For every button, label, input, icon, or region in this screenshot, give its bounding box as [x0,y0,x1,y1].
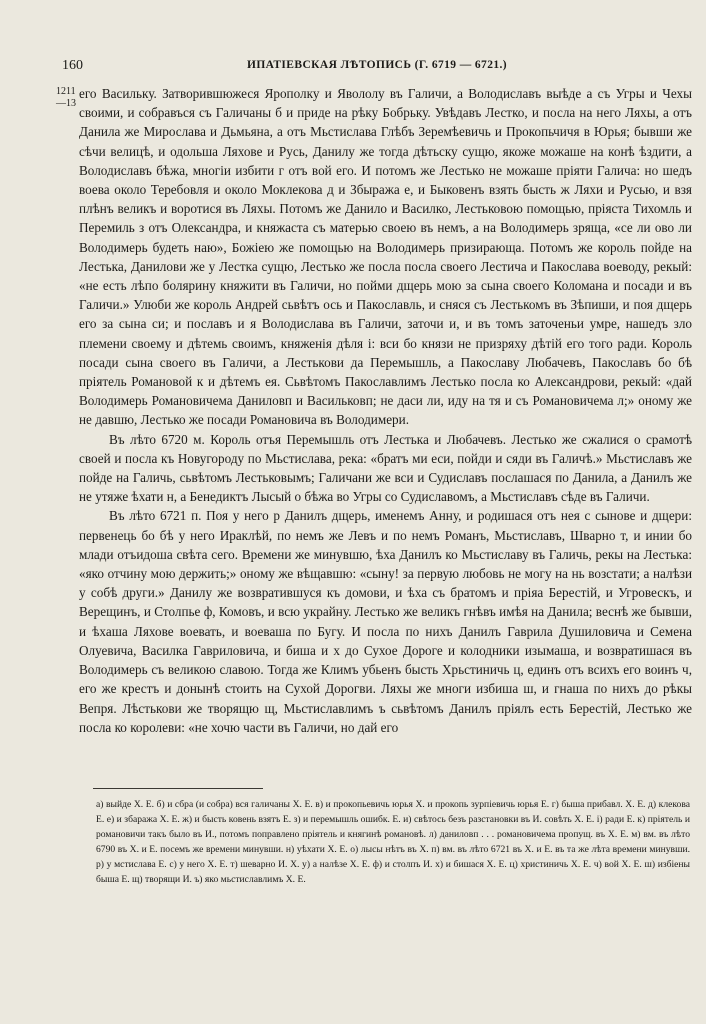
footnote-text: а) выйде Х. Е. б) и сбра (и собра) вся галичаны Х. Е. в) и прокопьевичь юрья Х. и прокопь зурпіевичь юрья Е. г) быша прибавл. Х. Е. д) клекова Е. е) и збаража Х. Е. ж) и бысть ковень взятъ Е. з) и перемышль ошибк. Е. и) свѣтось безъ разстановки въ И. совѣть Х. Е. і) ради Е. к) пріятель и романовичи такъ было въ И., потомъ поправлено пріятель и княгинѣ романовѣ. л) даниловп . . . романовичема пропущ. въ Х. Е. м) вм. въ лѣто 6790 въ Х. и Е. посемъ же времени минувши. н) уѣхати Х. Е. о) лысы нѣтъ въ Х. п) вм. въ лѣто 6721 въ Х. и Е. въ та же лѣта времени минувши. р) у мстислава Е. с) у него Х. Е. т) шеварно И. Х. у) а налѣзе Х. Е. ф) и столпъ И. х) и бишася Х. Е. ц) христиничь Х. Е. ч) вой Х. Е. ш) избіены быша Е. щ) творящи И. ъ) яко мьстиславлимъ Х. Е. [96,799,690,885]
paragraph: его Васильку. Затворившюжеся Ярополку и Явололу въ Галичи, а Володиславъ выѣде а съ Угры и Чехы своими, и собравъся съ Галичаны б и приде на рѣку Бобрьку. Увѣдавъ Лестко, и посла на него Ляхы, а отъ Данила же Мирослава и Дьмьяна, а отъ Мьстислава Глѣбъ Зеремѣевичь и Прокопьчичя в Юрья; бывши же сѣчи велицѣ, и одольша Ляхове и Русь, Данилу же тогда дѣтьску сущю, якоже можаше на конѣ ѣздити, а Володиславъ бѣжа, многіи избити г отъ вой его. И потомъ же Лестько не можаше пріяти Галича: но шедъ воева около Теребовля и около Моклекова д и Збыража е, и Быковенъ взять бысть ж Ляхи и Русью, и взя плѣнъ великъ и воротися въ Ляхы. Потомъ же Данило и Василко, Лестьковою помощью, пріяста Тихомль и Перемиль з отъ Олександра, и княжаста съ матерью своею въ немъ, а на Володимерь зряща, «се ли ово ли Володимерь будеть наю», Божіею же помощью на Володимерь призирающа. Потомъ же король пойде на Лестька, Данилови же у Лестка сущю, Лестько же посла посла своего Лестича и Пакослава воеводу, рекый: «не есть лѣпо болярину княжити въ Галичи, но пойми дщерь мою за сына своего Коломана и посади и въ Галичи.» Улюби же король Андрей сьвѣтъ ось и Пакославль, и сняся съ Лестькомъ въ Зѣпиши, и поя дщерь его за сына си; и пославъ и я Володислава въ Галичи, заточи и, и въ томъ заточеньи умре, нашедъ зло племени своему и дѣтемь своимъ, княженія дѣля і: вси бо князи не призряху дѣтій его того ради. Король посади сына своего въ Галичи, а Лестькови да Перемышль, а Пакославу Любачевъ, Пакославъ бо бѣ пріятель Романовой к и дѣтемъ ея. Сьвѣтомъ Пакославлимъ Лестько посла ко Александрови, рекый: «дай Володимерь Романовичема Даниловп и Васильковп; не даси ли, иду на тя и съ Романовичема л;» оному же не давшю, Лестько же посади Романовича въ Володимери. [79,86,692,428]
page-number: 160 [62,58,83,73]
paragraph: Въ лѣто 6720 м. Король отъя Перемышль отъ Лестька и Любачевъ. Лестько же сжалися о срамотѣ своей и посла къ Новугороду по Мьстислава, река: «братъ ми еси, пойди и сяди въ Галичѣ.» Мьстиславъ же пойде на Галичь, сьвѣтомъ Лестьковымъ; Галичани же вси и Судиславъ послашася по Данила, а Данилъ же не утяже ѣхати н, а Бенедиктъ Лысый о бѣжа во Угры со Судиславомъ, а Мьстиславъ сѣде въ Галичи. [79,431,692,505]
paragraph: Въ лѣто 6721 п. Поя у него р Данилъ дщерь, именемъ Анну, и родишася отъ нея с сынове и дщери: первенець бо бѣ у него Ираклѣй, по немъ же Левъ и по немъ Романъ, Мьстиславъ, Шварно т, и инии бо млади отъидоша свѣта сего. Времени же минувшю, ѣха Данилъ ко Мьстиславу въ Галичь, рекы на Лестька: «яко отчину мою держить;» оному же вѣщавшю: «сыну! за первую любовь не могу на нь возстати; а налѣзи у собѣ други.» Данилу же возвратившуся къ домови, и ѣха съ братомъ и пріяа Берестій, и Угровескъ, и Верещинъ, и Столпье ф, Комовъ, и всю украйну. Лестько же великъ гнѣвъ имѣя на Данила; веснѣ же бывши, и ѣхаша Ляхове воевать, и воеваша по Бугу. И посла по нихъ Данилъ Гаврила Душиловича и Семена Олуевича, Василка Гавриловича, и биша и х до Сухое Дороге и колодники изымаша, и возвратишася въ Володимерь съ великою славою. Тогда же Климъ убьенъ бысть Хрьстиничь ц, единъ отъ всихъ его воинъ ч, его же крестъ и донынѣ стоить на Сухой Дорогви. Ляхы же многи избиша ш, и гнаша по нихъ до рѣкы Вепря. Лѣстькови же творящю щ, Мьстиславлимъ ъ сьвѣтомъ Данилъ пріялъ есть Берестій, Лестько же посла ко королеви: «не хочю части въ Галичи, но дай его [79,508,692,735]
chronicle-text [79,84,692,737]
footnote-divider [93,788,263,789]
footnotes [96,797,690,887]
running-title: ИПАТІЕВСКАЯ ЛѢТОПИСЬ (Г. 6719 — 6721.) [246,59,508,71]
page-header [62,58,692,78]
margin-year-note: 1211 —13 [56,86,76,109]
